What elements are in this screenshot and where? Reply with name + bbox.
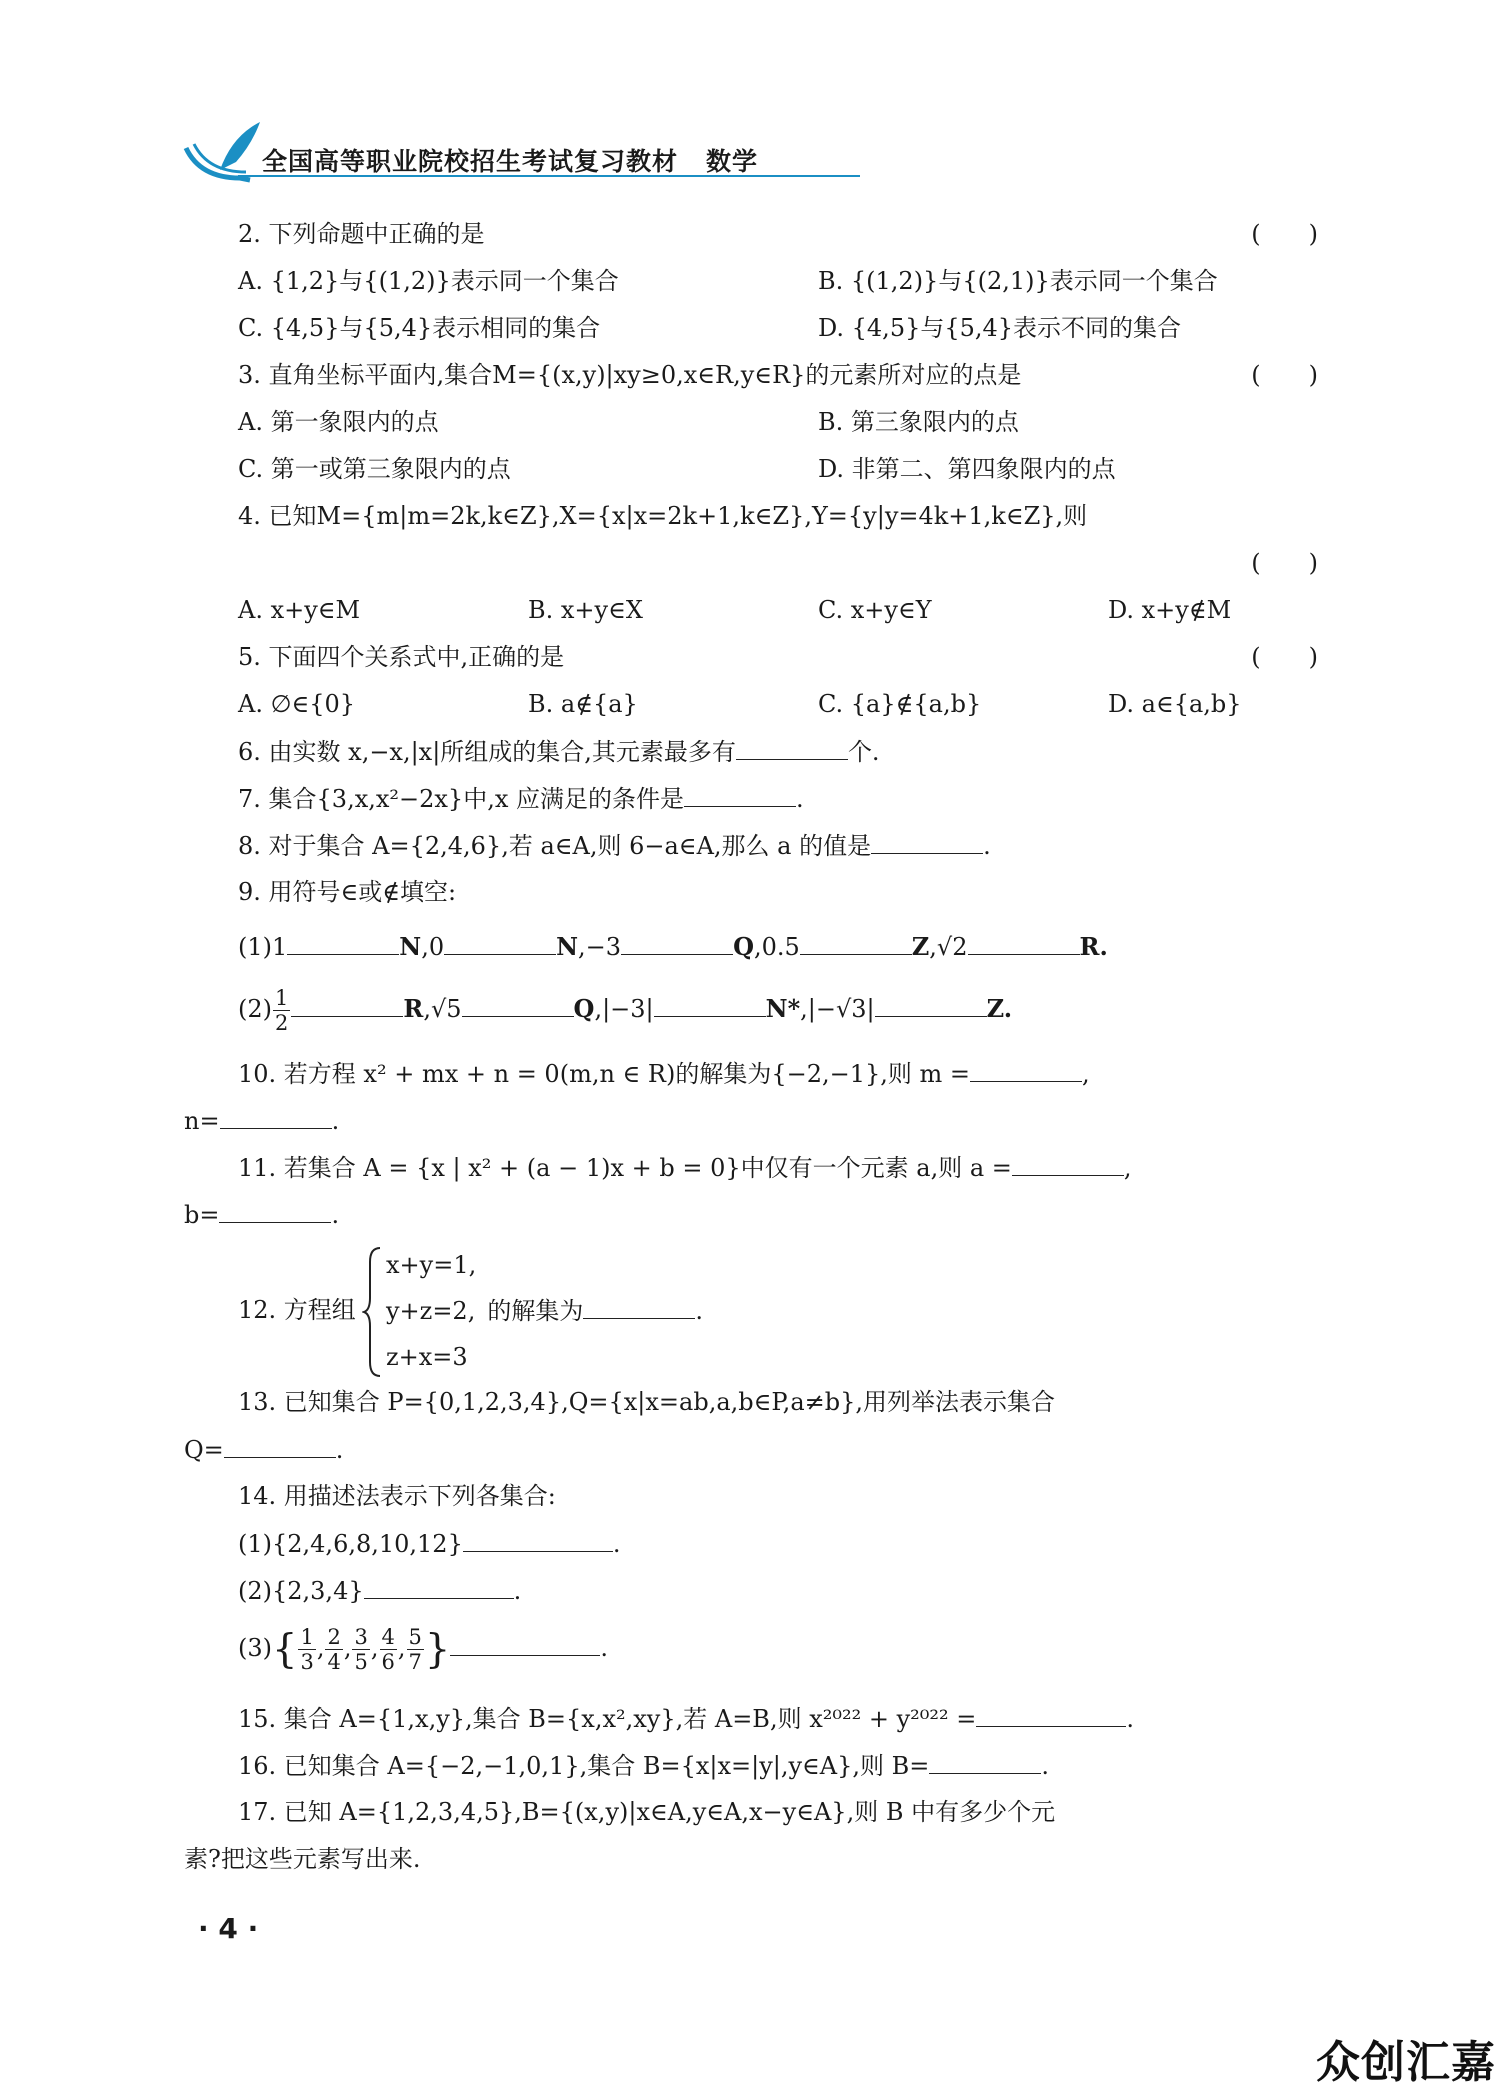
equation-2: y+z=2, 的解集为 . [386, 1288, 703, 1334]
option-c: C. {4,5}与{5,4}表示相同的集合 [238, 314, 601, 342]
question-3-stem: 3. 直角坐标平面内,集合M={(x,y)|xy≥0,x∈R,y∈R}的元素所对应的点是 ( ) [238, 361, 1318, 389]
answer-blank [871, 829, 983, 854]
answer-paren: ( ) [1251, 220, 1318, 248]
answer-blank [224, 1433, 336, 1458]
option-c: C. 第一或第三象限内的点 [238, 455, 511, 483]
question-4-stem: 4. 已知M={m|m=2k,k∈Z},X={x|x=2k+1,k∈Z},Y={y|y=4k+1,k∈Z},则 [238, 502, 1088, 530]
question-9-row1: (1)1 N,0 N,−3 Q,0.5 Z,√2 R. [238, 932, 1108, 961]
question-12: 12. 方程组 x+y=1, y+z=2, 的解集为 . z+x=3 [238, 1242, 1138, 1382]
question-9-stem: 9. 用符号∈或∉填空: [238, 878, 457, 906]
answer-blank [462, 992, 574, 1017]
answer-blank [364, 1574, 514, 1599]
answer-blank [800, 930, 912, 955]
option-a: A. ∅∈{0} [238, 690, 356, 718]
question-13-line2: Q= . [184, 1433, 1318, 1466]
question-14-stem: 14. 用描述法表示下列各集合: [238, 1482, 556, 1510]
option-b: B. x+y∈X [528, 596, 643, 624]
equation-1: x+y=1, [386, 1251, 477, 1279]
question-10-line2: n= . [184, 1104, 1318, 1137]
answer-blank [287, 930, 399, 955]
question-8: 8. 对于集合 A={2,4,6},若 a∈A,则 6−a∈A,那么 a 的值是 . [238, 829, 1318, 862]
question-11-line1: 11. 若集合 A = {x | x² + (a − 1)x + b = 0}中仅有一个元素 a,则 a = , [238, 1151, 1318, 1184]
answer-blank [1012, 1151, 1124, 1176]
answer-blank [583, 1294, 695, 1319]
answer-blank [976, 1702, 1126, 1727]
answer-blank [968, 930, 1080, 955]
subject-label: 数学 [706, 147, 759, 176]
option-a: A. {1,2}与{(1,2)}表示同一个集合 [238, 267, 619, 295]
answer-blank [291, 992, 403, 1017]
book-title: 全国高等职业院校招生考试复习教材 数学 [262, 147, 759, 176]
running-header [180, 118, 860, 188]
option-b: B. a∉{a} [528, 690, 638, 718]
answer-blank [970, 1057, 1082, 1082]
answer-blank [684, 782, 796, 807]
answer-blank [654, 992, 766, 1017]
answer-blank [463, 1527, 613, 1552]
question-17-line2: 素?把这些元素写出来. [184, 1845, 421, 1873]
question-5-stem: 5. 下面四个关系式中,正确的是 ( ) [238, 643, 1318, 671]
question-2-stem: 2. 下列命题中正确的是 ( ) [238, 220, 1318, 248]
answer-blank [450, 1631, 600, 1656]
question-14-item2: (2){2,3,4} . [238, 1574, 1318, 1607]
question-7: 7. 集合{3,x,x²−2x}中,x 应满足的条件是 . [238, 782, 1318, 815]
question-10-line1: 10. 若方程 x² + mx + n = 0(m,n ∈ R)的解集为{−2,−1},则 m = , [238, 1057, 1318, 1090]
option-b: B. {(1,2)}与{(2,1)}表示同一个集合 [818, 267, 1218, 295]
question-17-line1: 17. 已知 A={1,2,3,4,5},B={(x,y)|x∈A,y∈A,x−y∈A},则 B 中有多少个元 [238, 1798, 1056, 1826]
question-13-line1: 13. 已知集合 P={0,1,2,3,4},Q={x|x=ab,a,b∈P,a≠b},用列举法表示集合 [238, 1388, 1055, 1416]
question-9-row2: (2) $\frac{1}{2}$ R,√5 Q,|−3| N*,|−√3| Z. [238, 986, 1013, 1035]
brace-icon [362, 1246, 384, 1378]
answer-blank [929, 1749, 1041, 1774]
answer-blank [621, 930, 733, 955]
page-number: · 4 · [198, 1912, 259, 1945]
option-d: D. a∈{a,b} [1108, 690, 1242, 718]
answer-blank [444, 930, 556, 955]
question-15: 15. 集合 A={1,x,y},集合 B={x,x²,xy},若 A=B,则 x²⁰²² + y²⁰²² = . [238, 1702, 1318, 1735]
answer-blank [736, 735, 848, 760]
equation-3: z+x=3 [386, 1343, 468, 1371]
answer-blank [875, 992, 987, 1017]
option-d: D. x+y∉M [1108, 596, 1232, 624]
answer-paren: ( ) [1251, 549, 1318, 577]
option-d: D. {4,5}与{5,4}表示不同的集合 [818, 314, 1182, 342]
answer-paren: ( ) [1251, 643, 1318, 671]
option-c: C. x+y∈Y [818, 596, 932, 624]
question-14-item3: (3){ $\frac{1}{3}$ , $\frac{2}{4}$ , $\frac{3}{5}$ , $\frac{4}{6}$ , $\frac{5}{7}$ } . [238, 1625, 608, 1674]
question-6: 6. 由实数 x,−x,|x|所组成的集合,其元素最多有 个. [238, 735, 1318, 768]
fraction: $\frac{1}{2}$ [275, 986, 289, 1035]
answer-paren: ( ) [1251, 361, 1318, 389]
option-a: A. 第一象限内的点 [238, 408, 439, 436]
option-d: D. 非第二、第四象限内的点 [818, 455, 1116, 483]
question-11-line2: b= . [184, 1198, 1318, 1231]
option-c: C. {a}∉{a,b} [818, 690, 982, 718]
option-a: A. x+y∈M [238, 596, 361, 624]
option-b: B. 第三象限内的点 [818, 408, 1019, 436]
question-14-item1: (1){2,4,6,8,10,12} . [238, 1527, 1318, 1560]
question-16: 16. 已知集合 A={−2,−1,0,1},集合 B={x|x=|y|,y∈A},则 B= . [238, 1749, 1318, 1782]
watermark-text: 众创汇嘉 [1316, 2037, 1496, 2088]
answer-blank [219, 1198, 331, 1223]
answer-blank [220, 1104, 332, 1129]
